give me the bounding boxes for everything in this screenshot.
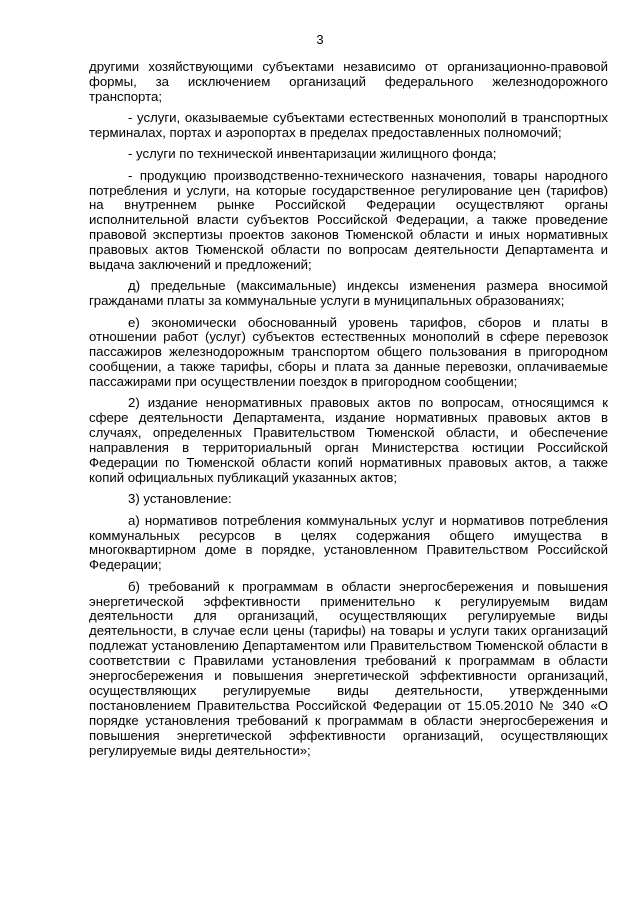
- paragraph-continuation: другими хозяйствующими субъектами независимо от организационно-правовой формы, за исключением организаций федерального железнодорожного транспорта;: [89, 59, 608, 104]
- paragraph-item-3: 3) установление:: [128, 491, 232, 507]
- paragraph-item-2: 2) издание ненормативных правовых актов по вопросам, относящимся к сфере деятельности Департамента, издание нормативных правовых актов в случаях, определенных Правительством Тюменской области, и обеспечение направления в территориальный орган Министерства юстиции Российской Федерации по Тюменской области копий нормативных правовых актов, а также копий официальных публикаций указанных актов;: [89, 395, 608, 485]
- paragraph-technical-inventory: - услуги по технической инвентаризации жилищного фонда;: [128, 146, 497, 162]
- paragraph-production-goods: - продукцию производственно-технического назначения, товары народного потребления и услуги, на которые государственное регулирование цен (тарифов) на внутреннем рынке Российской Федерации осуществляют органы исполнительной власти субъектов Российской Федерации, а также проведение правовой экспертизы проектов законов Тюменской области и иных нормативных правовых актов Тюменской области по вопросам деятельности Департамента и выдача заключений и предложений;: [89, 167, 608, 273]
- page-number: 3: [316, 32, 324, 47]
- paragraph-monopoly-terminal-services: - услуги, оказываемые субъектами естественных монополий в транспортных терминалах, портах и аэропортах в пределах предоставленных полномочий;: [89, 110, 608, 141]
- paragraph-item-b: б) требований к программам в области энергосбережения и повышения энергетической эффективности применительно к регулируемым видам деятельности для организаций, осуществляющих регулируемые виды деятельности, в случае если цены (тарифы) на товары и услуги таких организаций подлежат установлению Департаментом или Правительством Тюменской области в соответствии с Правилами установления требований к программам в области энергосбережения и повышения энергетической эффективности организаций, осуществляющих регулируемые виды деятельности, утвержденными постановлением Правительства Российской Федерации от 15.05.2010 № 340 «О порядке установления требований к программам в области энергосбережения и повышения энергетической эффективности организаций, осуществляющих регулируемые виды деятельности»;: [89, 578, 608, 758]
- paragraph-item-a: а) нормативов потребления коммунальных услуг и нормативов потребления коммунальных ресурсов в целях содержания общего имущества в многоквартирном доме в порядке, установленном Правительством Российской Федерации;: [89, 512, 608, 573]
- document-body: [89, 60, 608, 765]
- paragraph-item-e: е) экономически обоснованный уровень тарифов, сборов и платы в отношении работ (услуг) субъектов естественных монополий в сфере перевозок пассажиров железнодорожным транспортом общего пользования в пригородном сообщении, а также тарифы, сборы и плата за данные перевозки, оплачиваемые пассажирами при осуществлении поездок в пригородном сообщении;: [89, 314, 608, 390]
- paragraph-item-d: д) предельные (максимальные) индексы изменения размера вносимой гражданами платы за коммунальные услуги в муниципальных образованиях;: [89, 278, 608, 309]
